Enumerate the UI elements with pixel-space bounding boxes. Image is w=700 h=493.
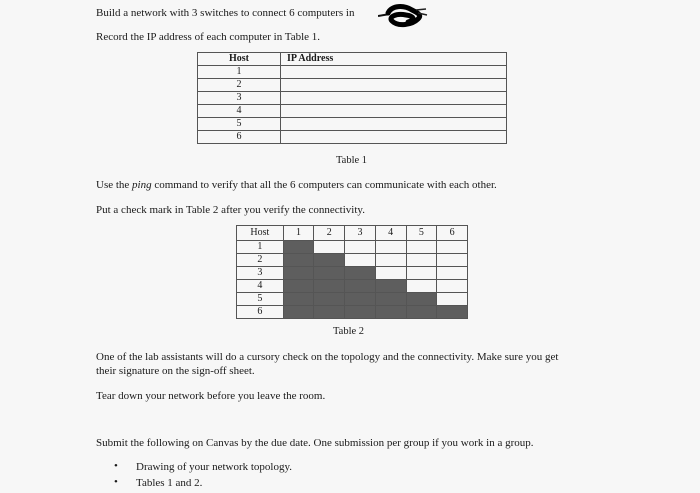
table2-shaded-cell	[283, 241, 314, 254]
table2-column-header: 3	[345, 226, 376, 241]
bullet-2: •	[114, 476, 118, 488]
table2-host-header: Host	[237, 226, 284, 241]
table2-shaded-cell	[283, 306, 314, 319]
table2-shaded-cell	[283, 293, 314, 306]
table2-check-cell[interactable]	[437, 267, 468, 280]
lab-line-2: their signature on the sign-off sheet.	[96, 365, 255, 377]
intro-line-2: Record the IP address of each computer in Table 1.	[96, 31, 321, 43]
submit-item-2: Tables 1 and 2.	[136, 477, 203, 489]
table2-check-cell[interactable]	[406, 241, 437, 254]
ping-post: command to verify that all the 6 computers can communicate with each other.	[151, 179, 497, 191]
table-2	[236, 225, 468, 319]
table2-shaded-cell	[375, 293, 406, 306]
table2-check-cell[interactable]	[345, 254, 376, 267]
submit-line: Submit the following on Canvas by the due date. One submission per group if you work in a group.	[96, 437, 534, 449]
table1-host-cell: 5	[198, 118, 281, 131]
table2-check-cell[interactable]	[345, 241, 376, 254]
table1-row	[198, 118, 507, 131]
table2-row	[237, 241, 468, 254]
table2-row	[237, 267, 468, 280]
table2-shaded-cell	[437, 306, 468, 319]
table2-column-header: 5	[406, 226, 437, 241]
table1-host-header: Host	[198, 53, 281, 66]
table2-check-cell[interactable]	[437, 293, 468, 306]
lab-line-1: One of the lab assistants will do a cursory check on the topology and the connectivity. Make sure you get	[96, 351, 559, 363]
table1-row	[198, 66, 507, 79]
checkmark-instruction: Put a check mark in Table 2 after you verify the connectivity.	[96, 204, 365, 216]
table2-shaded-cell	[345, 306, 376, 319]
table2-shaded-cell	[314, 254, 345, 267]
table2-check-cell[interactable]	[314, 241, 345, 254]
table1-host-cell: 6	[198, 131, 281, 144]
ping-pre: Use the	[96, 179, 133, 191]
table2-column-header: 6	[437, 226, 468, 241]
table1-ip-cell[interactable]	[281, 131, 507, 144]
table-1	[197, 52, 507, 144]
table1-ip-cell[interactable]	[281, 79, 507, 92]
table2-shaded-cell	[314, 306, 345, 319]
table2-column-header: 2	[314, 226, 345, 241]
table2-check-cell[interactable]	[437, 241, 468, 254]
table1-row	[198, 131, 507, 144]
table2-row	[237, 280, 468, 293]
table2-check-cell[interactable]	[375, 267, 406, 280]
table2-check-cell[interactable]	[437, 254, 468, 267]
table2-host-cell: 2	[237, 254, 284, 267]
table1-host-cell: 3	[198, 92, 281, 105]
scribble-mark	[378, 3, 428, 29]
table2-shaded-cell	[345, 267, 376, 280]
table2-shaded-cell	[375, 280, 406, 293]
table1-ip-cell[interactable]	[281, 105, 507, 118]
table2-shaded-cell	[283, 280, 314, 293]
table1-row	[198, 92, 507, 105]
teardown-line: Tear down your network before you leave the room.	[96, 390, 326, 402]
table2-check-cell[interactable]	[437, 280, 468, 293]
table2-shaded-cell	[314, 267, 345, 280]
bullet-1: •	[114, 460, 118, 472]
table1-host-cell: 1	[198, 66, 281, 79]
table2-host-cell: 5	[237, 293, 284, 306]
table1-row	[198, 79, 507, 92]
ping-cmd: ping	[132, 179, 152, 191]
table2-column-header: 4	[375, 226, 406, 241]
table2-shaded-cell	[406, 293, 437, 306]
table2-row	[237, 293, 468, 306]
table2-caption: Table 2	[333, 326, 365, 337]
table2-shaded-cell	[314, 293, 345, 306]
table2-shaded-cell	[406, 306, 437, 319]
table2-row	[237, 254, 468, 267]
table2-column-header: 1	[283, 226, 314, 241]
table2-check-cell[interactable]	[406, 254, 437, 267]
table1-ip-header: IP Address	[281, 53, 507, 66]
table1-ip-cell[interactable]	[281, 118, 507, 131]
table2-check-cell[interactable]	[406, 280, 437, 293]
table2-host-cell: 3	[237, 267, 284, 280]
table1-host-cell: 2	[198, 79, 281, 92]
table1-ip-cell[interactable]	[281, 92, 507, 105]
table2-host-cell: 4	[237, 280, 284, 293]
table2-shaded-cell	[375, 306, 406, 319]
table2-shaded-cell	[283, 267, 314, 280]
table2-shaded-cell	[345, 280, 376, 293]
ping-instruction	[96, 178, 497, 192]
table2-shaded-cell	[345, 293, 376, 306]
table2-check-cell[interactable]	[406, 267, 437, 280]
submit-item-1: Drawing of your network topology.	[136, 461, 293, 473]
table2-shaded-cell	[283, 254, 314, 267]
table1-row	[198, 105, 507, 118]
table1-ip-cell[interactable]	[281, 66, 507, 79]
table2-check-cell[interactable]	[375, 254, 406, 267]
table2-host-cell: 1	[237, 241, 284, 254]
table2-host-cell: 6	[237, 306, 284, 319]
table2-row	[237, 306, 468, 319]
table1-caption: Table 1	[336, 155, 368, 166]
table2-check-cell[interactable]	[375, 241, 406, 254]
intro-line-1: Build a network with 3 switches to connect 6 computers in	[96, 7, 355, 19]
table1-host-cell: 4	[198, 105, 281, 118]
table2-shaded-cell	[314, 280, 345, 293]
